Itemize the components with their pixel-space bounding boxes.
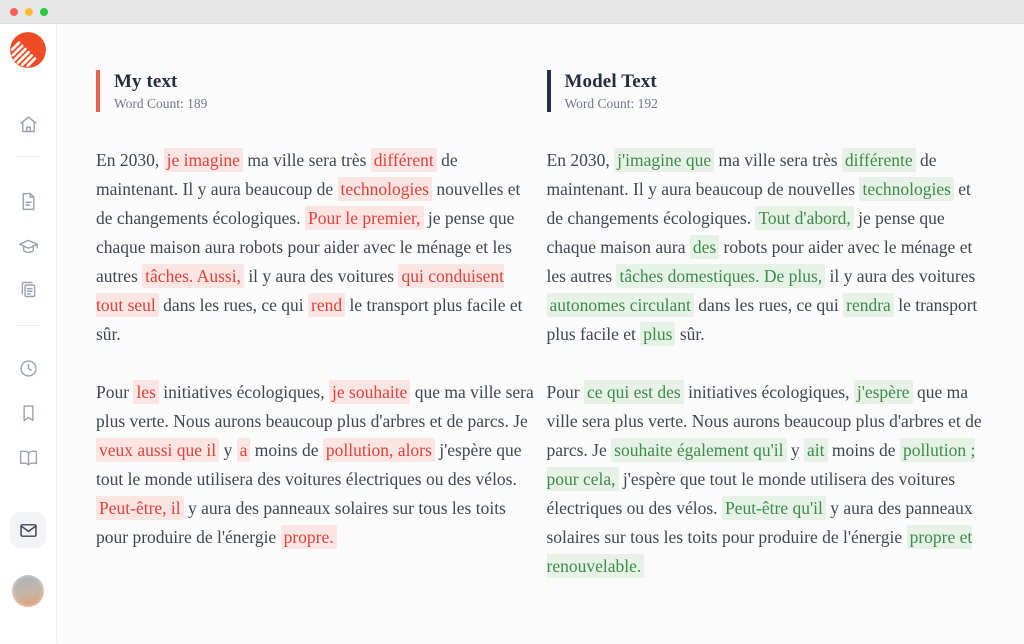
text-segment: dans les rues, ce qui (158, 295, 308, 315)
removed-highlight: rend (308, 293, 345, 317)
text-segment: Pour (546, 382, 584, 402)
added-highlight: rendra (843, 293, 894, 317)
text-segment: j'espère que tout le monde utilisera des voitures électriques ou des vélos. (96, 440, 522, 489)
app-logo-icon[interactable] (10, 32, 46, 68)
text-segment: moins de (827, 440, 900, 460)
added-highlight: j'imagine que (614, 148, 714, 172)
added-highlight: pollution ; pour cela, (546, 440, 976, 489)
document-icon (18, 191, 39, 212)
added-highlight: j'espère (854, 380, 913, 404)
removed-highlight: qui conduisent tout seul (96, 266, 505, 315)
sidebar-item-library[interactable] (16, 445, 40, 469)
added-highlight: propre et renouvelable. (546, 527, 973, 576)
panel-my-text (96, 70, 535, 610)
main-content (57, 24, 1024, 643)
text-segment: nouvelles et de changements écologiques. (96, 179, 521, 228)
text-segment: que ma ville sera plus verte. Nous aurons beaucoup plus d'arbres et de parcs. Je (96, 382, 534, 431)
text-segment: je pense que chaque maison aura robots pour aider avec le ménage et les autres (96, 208, 515, 286)
sidebar-item-assignments[interactable] (16, 277, 40, 301)
sidebar-divider (16, 325, 40, 326)
sidebar-divider (16, 156, 40, 157)
removed-highlight: Pour le premier, (305, 206, 424, 230)
text-segment: le transport plus facile et sûr. (96, 295, 523, 344)
sidebar-item-history[interactable] (16, 356, 40, 380)
model-text-header (547, 70, 986, 112)
paragraph (547, 146, 986, 349)
text-segment: ma ville sera très (714, 150, 842, 170)
removed-highlight: je imagine (164, 148, 243, 172)
added-highlight: des (690, 235, 719, 259)
home-icon (18, 114, 39, 135)
text-segment: de maintenant. Il y aura beaucoup de nouvelles (546, 150, 937, 199)
text-segment: moins de (250, 440, 323, 460)
text-segment: initiatives écologiques, (158, 382, 329, 402)
added-highlight: tâches domestiques. De plus, (616, 264, 825, 288)
text-segment: y (219, 440, 237, 460)
clock-icon (18, 358, 39, 379)
text-segment: dans les rues, ce qui (693, 295, 844, 315)
my-text-body (96, 146, 535, 552)
added-highlight: autonomes circulant (547, 293, 694, 317)
added-highlight: Tout d'abord, (755, 206, 853, 230)
mail-icon (18, 520, 39, 541)
sidebar-item-bookmarks[interactable] (16, 401, 40, 425)
removed-highlight: différent (371, 148, 437, 172)
text-segment: initiatives écologiques, (683, 382, 854, 402)
bookmark-icon (18, 403, 39, 424)
close-window-button[interactable] (10, 8, 18, 16)
text-segment: de maintenant. Il y aura beaucoup de (96, 150, 458, 199)
panel-model-text (547, 70, 986, 610)
my-text-word-count: Word Count: 189 (114, 96, 208, 111)
sidebar-item-home[interactable] (16, 112, 40, 136)
sidebar-item-documents[interactable] (16, 189, 40, 213)
added-highlight: souhaite également qu'il (611, 438, 786, 462)
removed-highlight: tâches. Aussi, (142, 264, 244, 288)
text-segment: le transport plus facile et (546, 295, 978, 344)
my-text-title: My text (114, 71, 178, 92)
removed-highlight: propre. (281, 525, 337, 549)
window-titlebar (0, 0, 1024, 24)
text-segment: il y aura des voitures (825, 266, 976, 286)
sidebar-item-feedback-active[interactable] (10, 512, 46, 548)
text-segment: j'espère que tout le monde utilisera des voitures électriques ou des vélos. (546, 469, 956, 518)
app-shell (0, 24, 1024, 643)
removed-highlight: a (237, 438, 251, 462)
my-text-header (96, 70, 535, 112)
zoom-window-button[interactable] (40, 8, 48, 16)
text-segment: Pour (96, 382, 134, 402)
text-segment: y aura des panneaux solaires sur tous les toits pour produire de l'énergie (96, 498, 506, 547)
paragraph (96, 378, 535, 552)
sidebar-item-courses[interactable] (16, 234, 40, 258)
added-highlight: différente (842, 148, 916, 172)
text-segment: je pense que chaque maison aura (546, 208, 945, 257)
text-segment: y (786, 440, 804, 460)
graduation-cap-icon (18, 236, 39, 257)
text-segment: y aura des panneaux solaires sur tous les toits pour produire de l'énergie (546, 498, 973, 547)
text-segment: que ma ville sera plus verte. Nous aurons beaucoup plus d'arbres et de parcs. Je (546, 382, 982, 460)
sidebar (0, 24, 57, 643)
comparison-columns (96, 70, 985, 610)
model-text-title: Model Text (564, 71, 657, 92)
removed-highlight: Peut-être, il (96, 496, 184, 520)
added-highlight: Peut-être qu'il (722, 496, 826, 520)
model-text-body (547, 146, 986, 581)
text-segment: En 2030, (96, 150, 164, 170)
removed-highlight: pollution, alors (323, 438, 435, 462)
removed-highlight: je souhaite (329, 380, 410, 404)
paragraph (547, 378, 986, 581)
added-highlight: plus (640, 322, 675, 346)
minimize-window-button[interactable] (25, 8, 33, 16)
model-text-word-count: Word Count: 192 (564, 96, 658, 111)
text-segment: il y aura des voitures (243, 266, 399, 286)
user-avatar[interactable] (12, 575, 44, 607)
removed-highlight: technologies (338, 177, 432, 201)
text-segment: ma ville sera très (242, 150, 371, 170)
removed-highlight: les (133, 380, 158, 404)
paragraph (96, 146, 535, 349)
text-segment: et de changements écologiques. (546, 179, 971, 228)
text-segment: sûr. (675, 324, 705, 344)
removed-highlight: veux aussi que il (96, 438, 219, 462)
clipboard-icon (18, 279, 39, 300)
added-highlight: ce qui est des (584, 380, 684, 404)
open-book-icon (18, 447, 39, 468)
text-segment: robots pour aider avec le ménage et les autres (546, 237, 973, 286)
added-highlight: technologies (859, 177, 953, 201)
added-highlight: ait (804, 438, 828, 462)
text-segment: En 2030, (546, 150, 615, 170)
